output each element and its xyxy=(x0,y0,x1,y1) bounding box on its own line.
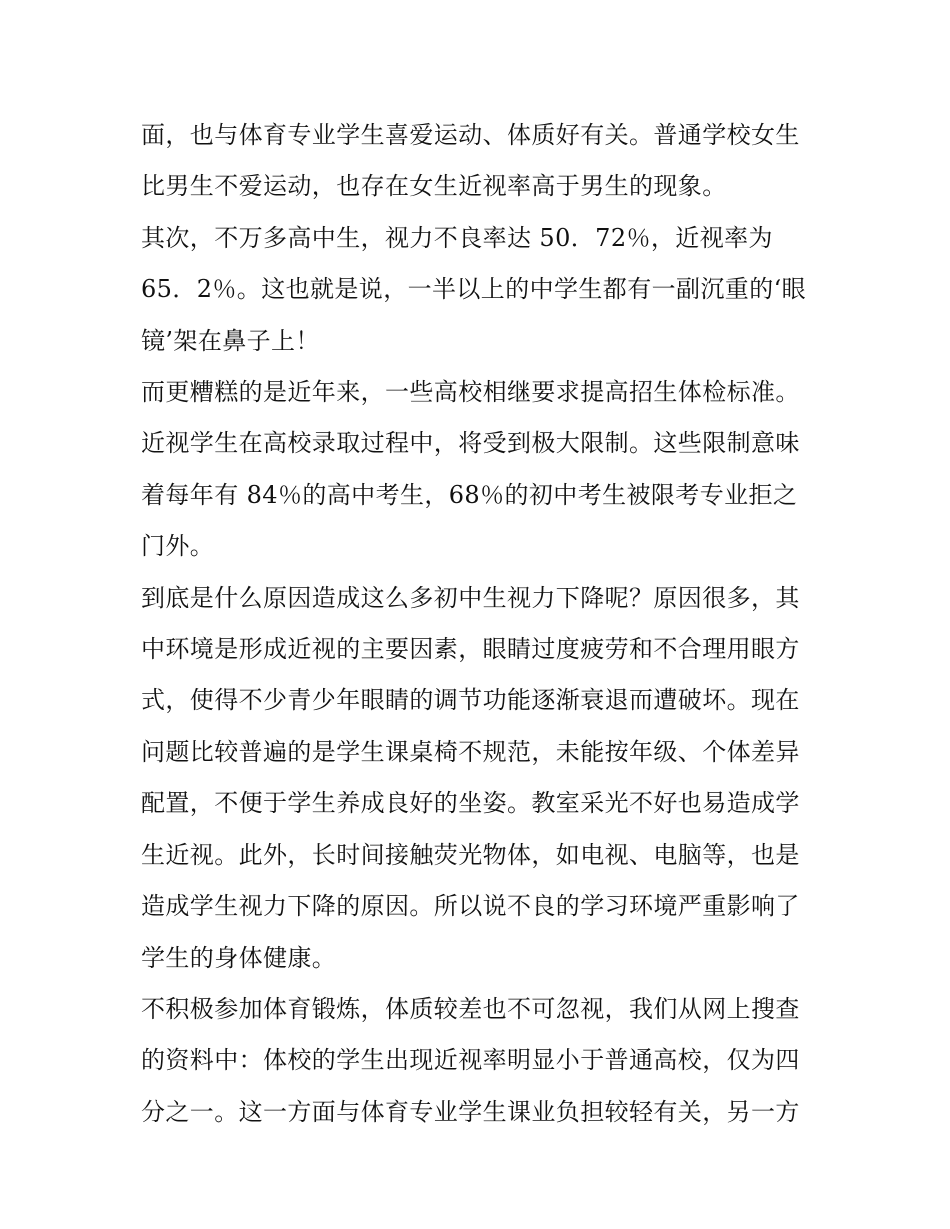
text-line: 面，也与体育专业学生喜爱运动、体质好有关。普通学校女生 xyxy=(141,121,800,149)
paragraph-1 xyxy=(141,110,813,213)
text-line: 镜’架在鼻子上！ xyxy=(141,326,320,355)
paragraph-2 xyxy=(141,213,813,367)
paragraph-4 xyxy=(141,573,813,984)
text-line: 近视学生在高校录取过程中，将受到极大限制。这些限制意味 xyxy=(141,429,800,458)
text-line: 比男生不爱运动，也存在女生近视率高于男生的现象。 xyxy=(141,172,727,201)
text-line: 中环境是形成近视的主要因素，眼睛过度疲劳和不合理用眼方 xyxy=(141,635,800,664)
text-line: 其次，不万多高中生，视力不良率达 50．72％，近视率为 xyxy=(141,223,773,252)
text-line: 而更糟糕的是近年来，一些高校相继要求提高招生体检标准。 xyxy=(141,378,800,407)
text-line: 生近视。此外，长时间接触荧光物体，如电视、电脑等，也是 xyxy=(141,840,800,869)
text-line: 造成学生视力下降的原因。所以说不良的学习环境严重影响了 xyxy=(141,892,800,921)
text-line: 到底是什么原因造成这么多初中生视力下降呢？原因很多，其 xyxy=(141,583,800,612)
text-line: 学生的身体健康。 xyxy=(141,943,337,972)
text-line: 着每年有 84％的高中考生，68％的初中考生被限考专业拒之 xyxy=(141,480,798,509)
text-line: 式，使得不少青少年眼睛的调节功能逐渐衰退而遭破坏。现在 xyxy=(141,686,800,715)
text-line: 不积极参加体育锻炼，体质较差也不可忽视，我们从网上搜查 xyxy=(141,994,800,1023)
document-body xyxy=(141,110,813,1138)
text-line: 的资料中：体校的学生出现近视率明显小于普通高校，仅为四 xyxy=(141,1046,800,1075)
text-line: 问题比较普遍的是学生课桌椅不规范，未能按年级、个体差异 xyxy=(141,737,800,766)
paragraph-5 xyxy=(141,984,813,1138)
text-line: 门外。 xyxy=(141,532,215,561)
paragraph-3 xyxy=(141,367,813,573)
text-line: 65．2％。这也就是说，一半以上的中学生都有一副沉重的‘眼 xyxy=(141,275,807,304)
text-line: 分之一。这一方面与体育专业学生课业负担较轻有关，另一方 xyxy=(141,1097,800,1126)
text-line: 配置，不便于学生养成良好的坐姿。教室采光不好也易造成学 xyxy=(141,789,800,818)
